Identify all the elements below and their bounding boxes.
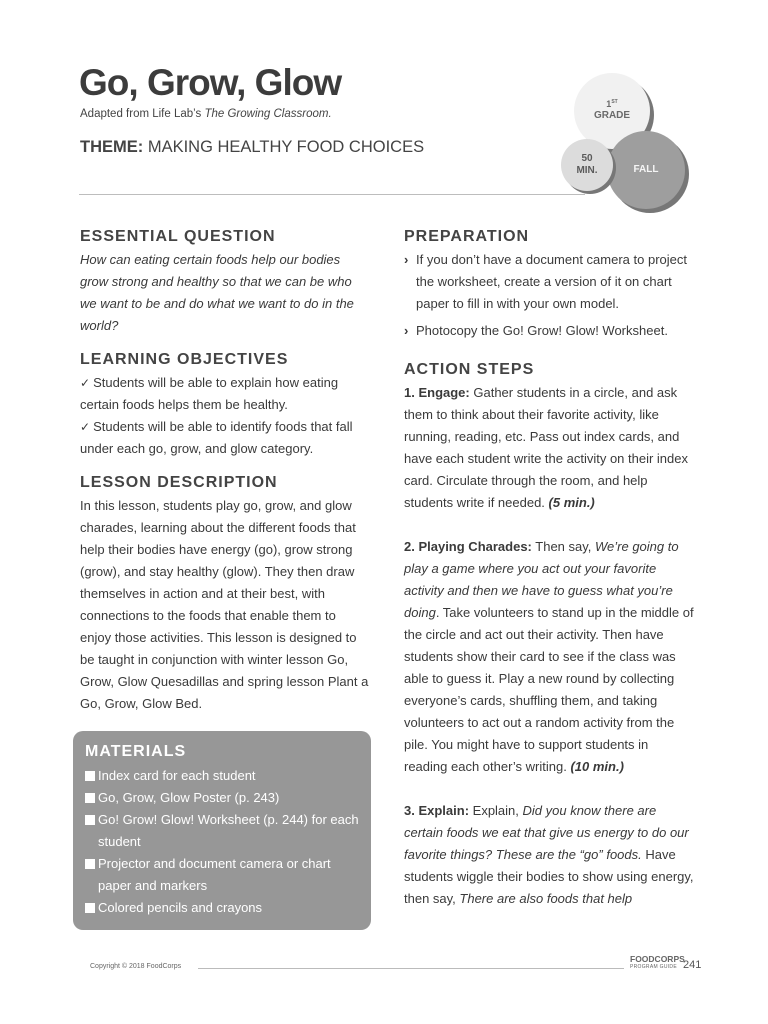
header-divider — [79, 194, 585, 195]
learning-objectives-heading: LEARNING OBJECTIVES — [80, 351, 289, 368]
essential-question-text: How can eating certain foods help our bodies grow strong and healthy so that we can be who we want to be and do what we want to do in the world? — [80, 252, 354, 333]
action-step-explain: 3. Explain: Explain, Did you know there are certain foods we eat that give us energy to do our favorite things? These are the “go” foods. Have students wiggle their bodies to show using energy, then say, There are also foods that help — [404, 803, 694, 906]
preparation-heading: PREPARATION — [404, 228, 530, 245]
action-steps-heading: ACTION STEPS — [404, 361, 535, 378]
essential-question-heading: ESSENTIAL QUESTION — [80, 228, 276, 245]
square-bullet-icon — [85, 859, 95, 869]
materials-list — [85, 765, 359, 919]
season-label: FALL — [633, 163, 659, 175]
grade-label: GRADE — [593, 110, 631, 122]
theme-line — [80, 138, 424, 157]
square-bullet-icon — [85, 793, 95, 803]
action-step-engage: 1. Engage: Gather students in a circle, and ask them to think about their favorite activity, like running, reading, etc. Pass out index cards, and have each student write the activity on their index card. Circulate through the room, and help students write if needed. (5 min.) — [404, 385, 688, 510]
checkmark-icon: ✓ — [80, 420, 91, 434]
checkmark-icon: ✓ — [80, 376, 91, 390]
materials-item: Go, Grow, Glow Poster (p. 243) — [85, 787, 359, 809]
attribution-source: The Growing Classroom. — [204, 108, 332, 120]
materials-box — [73, 731, 371, 930]
materials-item: Projector and document camera or chart paper and markers — [85, 853, 359, 897]
chevron-right-icon: › — [404, 252, 409, 267]
right-column — [404, 228, 694, 932]
materials-heading: MATERIALS — [85, 743, 187, 760]
duration-number: 50 — [581, 152, 593, 164]
chevron-right-icon: › — [404, 323, 409, 338]
footer-divider — [198, 968, 624, 969]
materials-item: Colored pencils and crayons — [85, 897, 359, 919]
objective-item: ✓ Students will be able to identify foods that fall under each go, grow, and glow category. — [80, 419, 353, 456]
duration-badge — [561, 139, 613, 191]
materials-item: Index card for each student — [85, 765, 359, 787]
theme-label: THEME: — [80, 138, 144, 156]
lesson-description-text: In this lesson, students play go, grow, and glow charades, learning about the different foods that help their bodies have energy (go), grow strong (grow), and stay healthy (glow). They then draw themselves in action and at their best, with connections to the foods that enable them to enjoy those activities. This lesson is designed to be taught in conjunction with winter lesson Go, Grow, Glow Quesadillas and spring lesson Plant a Go, Grow, Glow Bed. — [80, 498, 369, 711]
square-bullet-icon — [85, 815, 95, 825]
lesson-description-heading: LESSON DESCRIPTION — [80, 474, 278, 491]
materials-item: Go! Grow! Glow! Worksheet (p. 244) for each student — [85, 809, 359, 853]
copyright: Copyright © 2018 FoodCorps — [90, 963, 182, 970]
preparation-item: › Photocopy the Go! Grow! Glow! Worksheet. — [404, 320, 694, 342]
duration-unit: MIN. — [576, 165, 598, 176]
preparation-list — [404, 249, 694, 342]
page-title: Go, Grow, Glow — [79, 62, 342, 103]
theme-value: MAKING HEALTHY FOOD CHOICES — [143, 138, 425, 156]
attribution — [80, 108, 332, 120]
grade-number: 1ST — [606, 99, 618, 110]
left-column — [80, 228, 370, 715]
square-bullet-icon — [85, 903, 95, 913]
brand-logo: FOODCORPS PROGRAM GUIDE — [630, 954, 685, 970]
objective-item: ✓ Students will be able to explain how eating certain foods helps them be healthy. — [80, 375, 339, 412]
action-step-charades: 2. Playing Charades: Then say, We’re going to play a game where you act out your favorite activity and then we have to guess what you’re doing. Take volunteers to stand up in the middle of the circle and act out their activity. Then have students show their card to see if the class was able to guess it. Play a new round by collecting everyone’s cards, shuffling them, and taking volunteers to act out a random activity from the pile. You might have to support students in reading each other’s writing. (10 min.) — [404, 539, 694, 774]
attribution-prefix: Adapted from Life Lab’s — [80, 108, 205, 120]
preparation-item: › If you don’t have a document camera to project the worksheet, create a version of it on chart paper to fill in with your own model. — [404, 249, 694, 315]
season-badge — [607, 131, 685, 209]
page-number: 241 — [683, 959, 702, 971]
square-bullet-icon — [85, 771, 95, 781]
